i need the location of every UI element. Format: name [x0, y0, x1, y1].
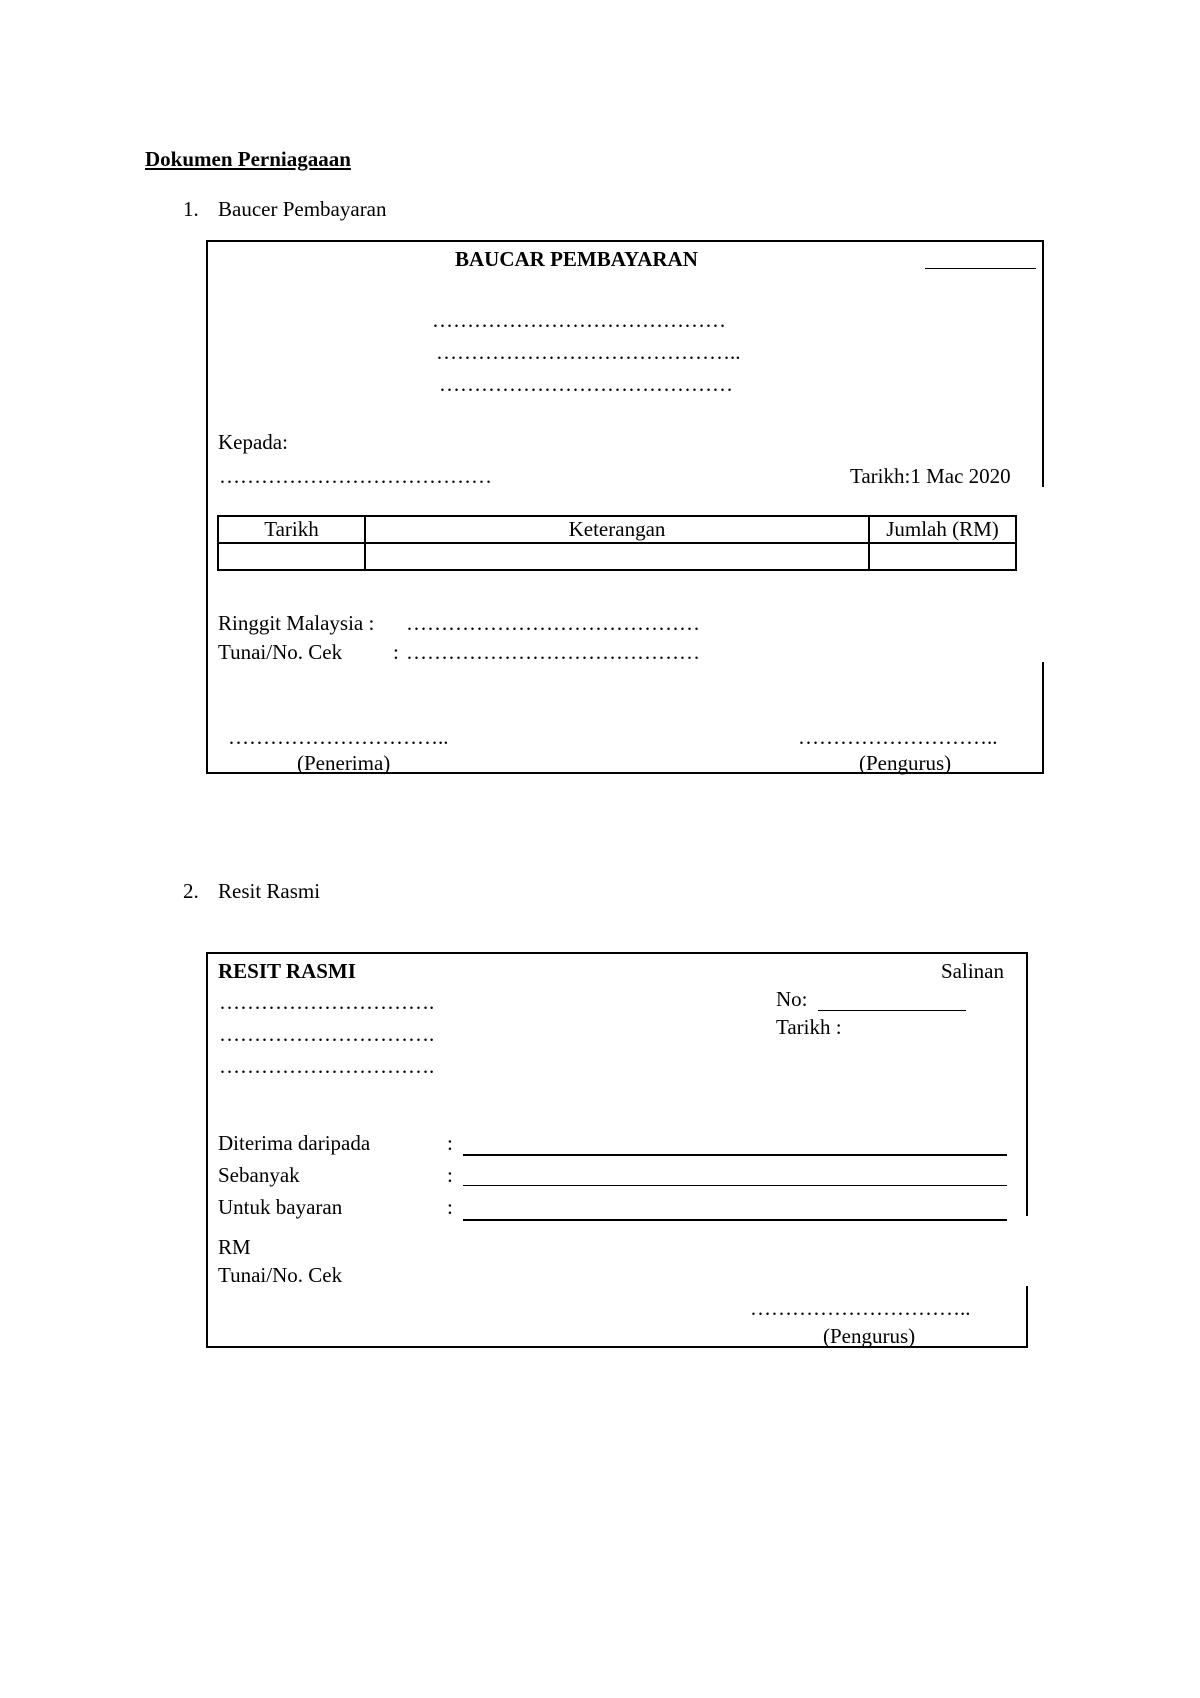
voucher-manager-signature-line: ………………………..: [798, 725, 998, 749]
voucher-manager-label: (Pengurus): [859, 751, 952, 775]
receipt-cash-label: Tunai/No. Cek: [218, 1263, 343, 1287]
voucher-cash-label: Tunai/No. Cek: [218, 640, 343, 664]
receipt-received-from-line: [463, 1154, 1007, 1156]
receipt-amount-line: [463, 1185, 1007, 1186]
receipt-amount-colon: :: [447, 1163, 453, 1187]
receipt-address-line-3: ………………………….: [219, 1054, 435, 1078]
voucher-receiver-label: (Penerima): [297, 751, 391, 775]
voucher-cash-value: ……………………………………: [406, 640, 700, 664]
section-2-number: 2.: [183, 879, 199, 903]
voucher-col-date: Tarikh: [218, 516, 365, 543]
voucher-ringgit-label: Ringgit Malaysia :: [218, 611, 375, 635]
receipt-payment-for-label: Untuk bayaran: [218, 1195, 343, 1219]
voucher-title: BAUCAR PEMBAYARAN: [455, 247, 698, 271]
voucher-to-value: …………………………………: [219, 464, 492, 488]
receipt-received-from-colon: :: [447, 1131, 453, 1155]
receipt-payment-for-line: [463, 1219, 1007, 1221]
receipt-right-border-bottom: [1026, 1286, 1028, 1348]
voucher-to-label: Kepada:: [218, 430, 288, 454]
voucher-table-header-row: [218, 516, 1016, 543]
voucher-right-border-top: [1042, 240, 1044, 487]
voucher-cash-colon: :: [393, 640, 399, 664]
voucher-receiver-signature-line: …………………………..: [228, 725, 449, 749]
voucher-address-line-3: ……………………………………: [439, 372, 733, 396]
receipt-title: RESIT RASMI: [218, 959, 356, 983]
receipt-date-label: Tarikh :: [776, 1015, 842, 1039]
receipt-payment-for-colon: :: [447, 1195, 453, 1219]
receipt-address-line-2: ………………………….: [219, 1022, 435, 1046]
voucher-address-line-2: ……………………………………..: [436, 340, 741, 364]
receipt-amount-label: Sebanyak: [218, 1163, 300, 1187]
voucher-cell-amount: [869, 543, 1016, 570]
receipt-manager-signature-line: …………………………..: [750, 1296, 971, 1320]
receipt-received-from-label: Diterima daripada: [218, 1131, 371, 1155]
voucher-right-border-bottom: [1042, 662, 1044, 774]
receipt-address-line-1: ………………………….: [219, 990, 435, 1014]
voucher-cell-description: [365, 543, 869, 570]
voucher-date: Tarikh:1 Mac 2020: [850, 464, 1011, 488]
voucher-address-line-1: ……………………………………: [432, 308, 726, 332]
receipt-right-border-top: [1026, 952, 1028, 1216]
receipt-copy-label: Salinan: [941, 959, 1004, 983]
document-heading: Dokumen Perniagaaan: [145, 147, 351, 171]
voucher-col-description: Keterangan: [365, 516, 869, 543]
section-1-number: 1.: [183, 197, 199, 221]
receipt-no-line: [818, 1010, 966, 1011]
voucher-table: [217, 515, 1017, 571]
section-2-label: Resit Rasmi: [218, 879, 321, 903]
receipt-no-label: No:: [776, 987, 808, 1011]
section-1-label: Baucer Pembayaran: [218, 197, 387, 221]
table-row: [218, 543, 1016, 570]
voucher-ringgit-value: ……………………………………: [406, 611, 700, 635]
receipt-manager-label: (Pengurus): [823, 1324, 916, 1348]
voucher-col-amount: Jumlah (RM): [869, 516, 1016, 543]
receipt-rm-label: RM: [218, 1235, 251, 1259]
voucher-cell-date: [218, 543, 365, 570]
voucher-number-line: [925, 268, 1036, 269]
